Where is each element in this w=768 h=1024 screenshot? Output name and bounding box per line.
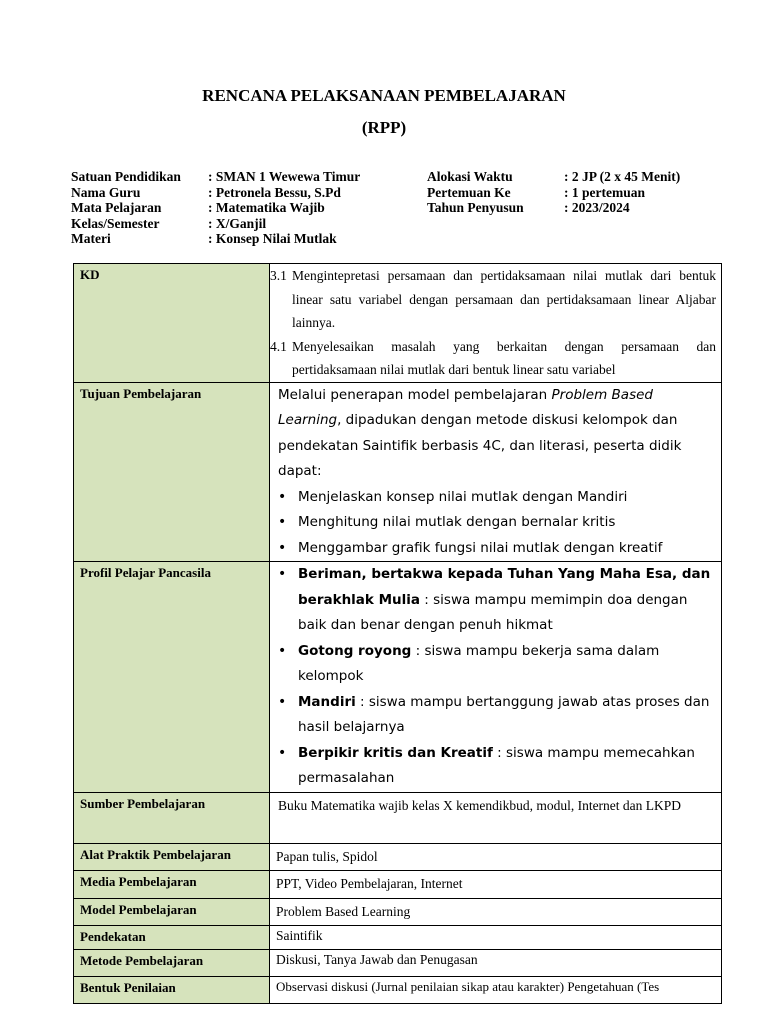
row-bentuk — [74, 976, 722, 1003]
model-label: Model Pembelajaran — [74, 898, 270, 925]
profil-item-title: Mandiri — [298, 693, 356, 710]
info-value: : Konsep Nilai Mutlak — [208, 231, 337, 246]
bullet-icon: • — [278, 566, 287, 582]
kd-text: Mengintepretasi persamaan dan pertidaksamaan nilai mutlak dari bentuk linear satu variabel dengan persamaan dan pertidaksamaan linear Aljabar lainnya. — [292, 268, 716, 330]
profil-item-text: : siswa mampu memimpin doa dengan baik dan benar dengan penuh hikmat — [298, 591, 688, 633]
row-alat — [74, 843, 722, 870]
profil-item-title: Beriman, bertakwa kepada Tuhan Yang Maha Esa, dan berakhlak Mulia — [298, 566, 711, 608]
pendekatan-value: Saintifik — [270, 925, 722, 949]
intro-text-tail: , dipadukan dengan metode diskusi kelompok dan pendekatan Saintifik berbasis 4C, dan literasi, peserta didik dapat: — [278, 412, 682, 479]
profil-item — [278, 741, 716, 792]
profil-item-text: : siswa mampu memecahkan permasalahan — [298, 744, 695, 786]
row-pendekatan — [74, 925, 722, 949]
kd-number: 3.1 — [270, 268, 287, 283]
info-key: Pertemuan Ke — [427, 184, 511, 200]
profil-item-text: : siswa mampu bekerja sama dalam kelompok — [298, 642, 660, 684]
rpp-table — [73, 263, 722, 1004]
tujuan-item — [278, 510, 716, 536]
kd-item — [270, 264, 716, 335]
profil-item — [278, 690, 716, 741]
pendekatan-label: Pendekatan — [74, 925, 270, 949]
info-value: : X/Ganjil — [208, 215, 267, 231]
document-title: RENCANA PELAKSANAAN PEMBELAJARAN — [202, 86, 566, 105]
info-key: Nama Guru — [71, 184, 141, 200]
tujuan-item-text: Menjelaskan konsep nilai mutlak dengan Mandiri — [298, 488, 628, 505]
sumber-value: Buku Matematika wajib kelas X kemendikbud, modul, Internet dan LKPD — [270, 792, 722, 843]
info-key: Tahun Penyusun — [427, 200, 524, 215]
row-kd — [74, 264, 722, 383]
info-key: Materi — [71, 231, 111, 246]
kd-number: 4.1 — [270, 338, 287, 354]
info-value: : 2023/2024 — [564, 200, 630, 215]
profil-item-title: Gotong royong — [298, 642, 412, 659]
bullet-icon: • — [278, 693, 287, 710]
kd-content — [270, 264, 722, 383]
metode-value: Diskusi, Tanya Jawab dan Penugasan — [270, 949, 722, 976]
info-row — [427, 185, 680, 201]
info-key: Alokasi Waktu — [427, 169, 513, 184]
media-label: Media Pembelajaran — [74, 870, 270, 898]
profil-content — [270, 562, 722, 793]
info-row — [427, 200, 680, 216]
info-value: : Petronela Bessu, S.Pd — [208, 184, 341, 200]
profil-item-title: Berpikir kritis dan Kreatif — [298, 744, 493, 761]
kd-text: Menyelesaikan masalah yang berkaitan dengan persamaan dan pertidaksamaan nilai mutlak dari bentuk linear satu variabel — [292, 338, 716, 377]
sumber-label: Sumber Pembelajaran — [74, 792, 270, 843]
info-row — [71, 231, 360, 247]
tujuan-content — [270, 382, 722, 562]
bentuk-label: Bentuk Penilaian — [74, 976, 270, 1003]
row-profil — [74, 562, 722, 793]
info-row — [427, 169, 680, 185]
tujuan-label: Tujuan Pembelajaran — [74, 382, 270, 562]
bullet-icon: • — [278, 514, 287, 530]
profil-item — [278, 639, 716, 690]
kd-label: KD — [74, 264, 270, 383]
model-value: Problem Based Learning — [270, 898, 722, 925]
row-metode — [74, 949, 722, 976]
info-value: : SMAN 1 Wewewa Timur — [208, 169, 361, 184]
info-row — [71, 185, 360, 201]
info-value: : 1 pertemuan — [564, 184, 645, 200]
info-value: : Matematika Wajib — [208, 200, 325, 215]
bullet-icon: • — [278, 744, 287, 761]
row-model — [74, 898, 722, 925]
identity-info-right — [427, 169, 680, 216]
identity-info-left — [71, 169, 360, 247]
info-key: Satuan Pendidikan — [71, 169, 181, 184]
info-row — [71, 200, 360, 216]
row-tujuan — [74, 382, 722, 562]
row-sumber — [74, 792, 722, 843]
tujuan-item-text: Menggambar grafik fungsi nilai mutlak dengan kreatif — [298, 539, 663, 556]
media-value: PPT, Video Pembelajaran, Internet — [270, 870, 722, 898]
info-row — [71, 169, 360, 185]
profil-item — [278, 562, 716, 639]
document-subtitle: (RPP) — [361, 118, 407, 137]
tujuan-item — [278, 536, 716, 562]
kd-item — [270, 335, 716, 382]
tujuan-intro — [278, 383, 716, 485]
tujuan-item — [278, 485, 716, 511]
info-key: Kelas/Semester — [71, 215, 160, 231]
alat-value: Papan tulis, Spidol — [270, 843, 722, 870]
tujuan-item-text: Menghitung nilai mutlak dengan bernalar kritis — [298, 514, 616, 530]
info-value: : 2 JP (2 x 45 Menit) — [564, 169, 681, 184]
intro-emphasis: Problem Based Learning — [278, 386, 653, 428]
intro-text: Melalui penerapan model pembelajaran — [278, 386, 552, 403]
profil-item-text: : siswa mampu bertanggung jawab atas proses dan hasil belajarnya — [298, 693, 710, 735]
info-key: Mata Pelajaran — [71, 200, 162, 215]
alat-label: Alat Praktik Pembelajaran — [74, 843, 270, 870]
metode-label: Metode Pembelajaran — [74, 949, 270, 976]
info-row — [71, 216, 360, 232]
bentuk-value: Observasi diskusi (Jurnal penilaian sikap atau karakter) Pengetahuan (Tes — [270, 976, 722, 1003]
profil-label: Profil Pelajar Pancasila — [74, 562, 270, 793]
bullet-icon: • — [278, 539, 287, 556]
bullet-icon: • — [278, 488, 287, 505]
bullet-icon: • — [278, 642, 287, 659]
row-media — [74, 870, 722, 898]
